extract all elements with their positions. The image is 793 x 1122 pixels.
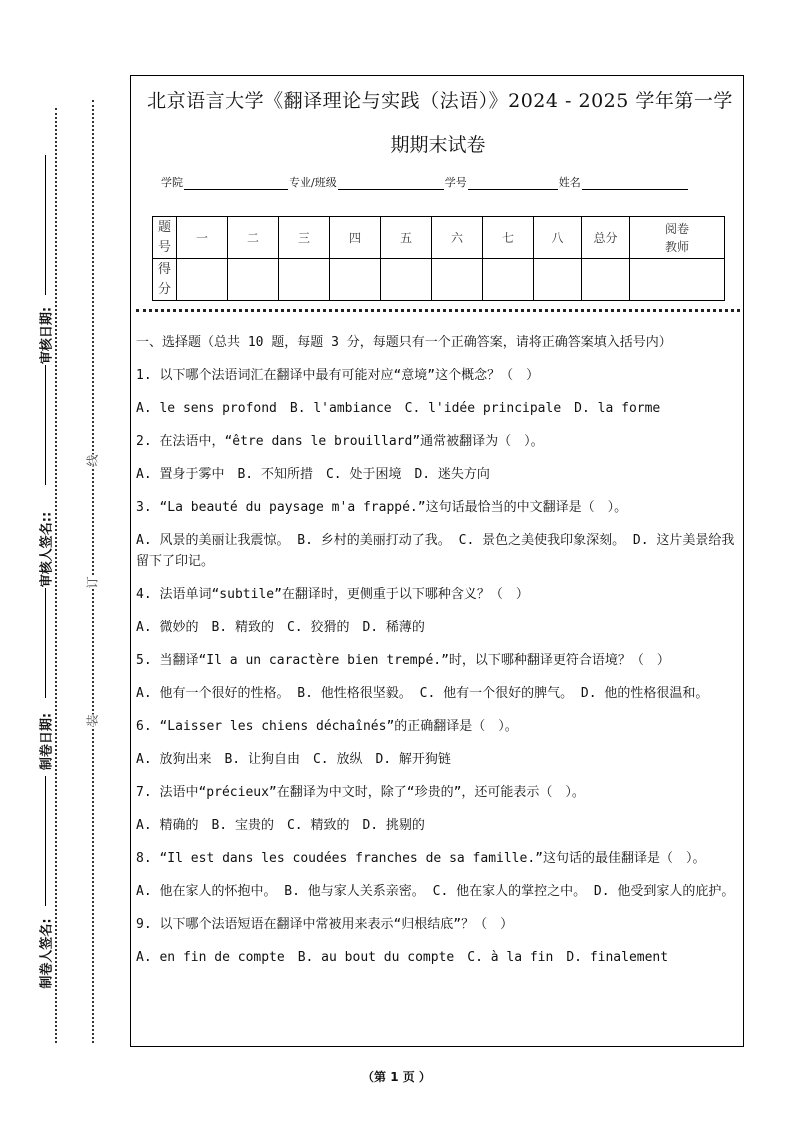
exam-paper [130, 75, 744, 1047]
review-date-blank [45, 155, 46, 295]
score-cell-2[interactable] [228, 259, 279, 301]
score-table [152, 216, 725, 301]
col-8: 八 [534, 217, 582, 259]
reviewer-signature-label: 审核人签名:: [39, 511, 55, 588]
exam-title: 北京语言大学《翻译理论与实践（法语）》2024 - 2025 学年第一学 [147, 90, 733, 112]
col-5: 五 [381, 217, 432, 259]
score-cell-4[interactable] [330, 259, 381, 301]
question-7-options: A. 精确的 B. 宝贵的 C. 精致的 D. 挑剔的 [136, 818, 425, 833]
col-1: 一 [177, 217, 228, 259]
question-3: 3. “La beauté du paysage m'a frappé.”这句话最恰当的中文翻译是（ ）。 [136, 500, 628, 515]
score-cell-5[interactable] [381, 259, 432, 301]
col-7: 七 [483, 217, 534, 259]
section-multiple-choice [136, 332, 740, 980]
make-date-label: 制卷日期: [39, 712, 55, 771]
reviewer-signature-blank [45, 365, 46, 485]
question-3-options: A. 风景的美丽让我震惊。 B. 乡村的美丽打动了我。 C. 景色之美使我印象深刻。 D. 这片美景给我留下了印记。 [136, 533, 735, 569]
page-number: （第 1 页 ） [362, 1070, 431, 1084]
question-number-header: 题 号 [153, 217, 177, 259]
exam-title-continued: 期期末试卷 [390, 134, 486, 156]
question-1-options: A. le sens profond B. l'ambiance C. l'idée principale D. la forme [136, 401, 661, 416]
score-cell-8[interactable] [534, 259, 582, 301]
question-1: 1. 以下哪个法语词汇在翻译中最有可能对应“意境”这个概念？（ ） [136, 368, 540, 383]
dotted-separator [136, 309, 740, 312]
score-table-score-row [153, 259, 725, 301]
student-id-label: 学号 [444, 176, 467, 189]
name-label: 姓名 [558, 176, 581, 189]
make-date-blank [45, 588, 46, 698]
question-9-options: A. en fin de compte B. au bout du compte C. à la fin D. finalement [136, 950, 669, 965]
college-label: 学院 [161, 176, 183, 189]
bind-mark: 订 [85, 576, 100, 589]
question-6-options: A. 放狗出来 B. 让狗自由 C. 放纵 D. 解开狗链 [136, 752, 451, 767]
question-6: 6. “Laisser les chiens déchaînés”的正确翻译是（ ）。 [136, 719, 518, 734]
name-field[interactable] [582, 177, 688, 190]
score-cell-grader[interactable] [630, 259, 725, 301]
maker-signature-label: 制卷人签名: [39, 918, 55, 989]
major-class-label: 专业/班级 [289, 176, 337, 189]
score-cell-7[interactable] [483, 259, 534, 301]
col-grader: 阅卷 教师 [630, 217, 725, 259]
score-table-header-row [153, 217, 725, 259]
score-header: 得 分 [153, 259, 177, 301]
col-2: 二 [228, 217, 279, 259]
question-5-options: A. 他有一个很好的性格。 B. 他性格很坚毅。 C. 他有一个很好的脾气。 D. 他的性格很温和。 [136, 686, 709, 701]
student-info-line [161, 174, 689, 190]
col-3: 三 [279, 217, 330, 259]
question-8-options: A. 他在家人的怀抱中。 B. 他与家人关系亲密。 C. 他在家人的掌控之中。 D. 他受到家人的庇护。 [136, 884, 735, 899]
review-date-label: 审核日期: [39, 306, 55, 365]
score-cell-6[interactable] [432, 259, 483, 301]
score-cell-3[interactable] [279, 259, 330, 301]
maker-signature-blank [45, 776, 46, 906]
staple-mark: 装 [85, 714, 100, 727]
question-4-options: A. 微妙的 B. 精致的 C. 狡猾的 D. 稀薄的 [136, 620, 425, 635]
cut-line-mark: 线 [85, 454, 100, 467]
col-total: 总分 [582, 217, 630, 259]
score-cell-1[interactable] [177, 259, 228, 301]
question-7: 7. 法语中“précieux”在翻译为中文时，除了“珍贵的”，还可能表示（ ）。 [136, 785, 585, 800]
inner-dotted-line [92, 100, 94, 1043]
question-2: 2. 在法语中，“être dans le brouillard”通常被翻译为（ ）。 [136, 434, 544, 449]
question-4: 4. 法语单词“subtile”在翻译时，更侧重于以下哪种含义？（ ） [136, 587, 529, 602]
section-heading: 一、选择题（总共 10 题，每题 3 分，每题只有一个正确答案，请将正确答案填入括号内） [136, 335, 672, 350]
question-9: 9. 以下哪个法语短语在翻译中常被用来表示“归根结底”？（ ） [136, 917, 514, 932]
col-6: 六 [432, 217, 483, 259]
student-id-field[interactable] [468, 177, 558, 190]
question-5: 5. 当翻译“Il a un caractère bien trempé.”时，以下哪种翻译更符合语境？（ ） [136, 653, 670, 668]
question-2-options: A. 置身于雾中 B. 不知所措 C. 处于困境 D. 迷失方向 [136, 467, 490, 482]
outer-dotted-line [55, 108, 57, 1043]
score-cell-total[interactable] [582, 259, 630, 301]
college-field[interactable] [184, 177, 288, 190]
question-8: 8. “Il est dans les coudées franches de sa famille.”这句话的最佳翻译是（ ）。 [136, 851, 706, 866]
col-4: 四 [330, 217, 381, 259]
major-class-field[interactable] [338, 177, 444, 190]
